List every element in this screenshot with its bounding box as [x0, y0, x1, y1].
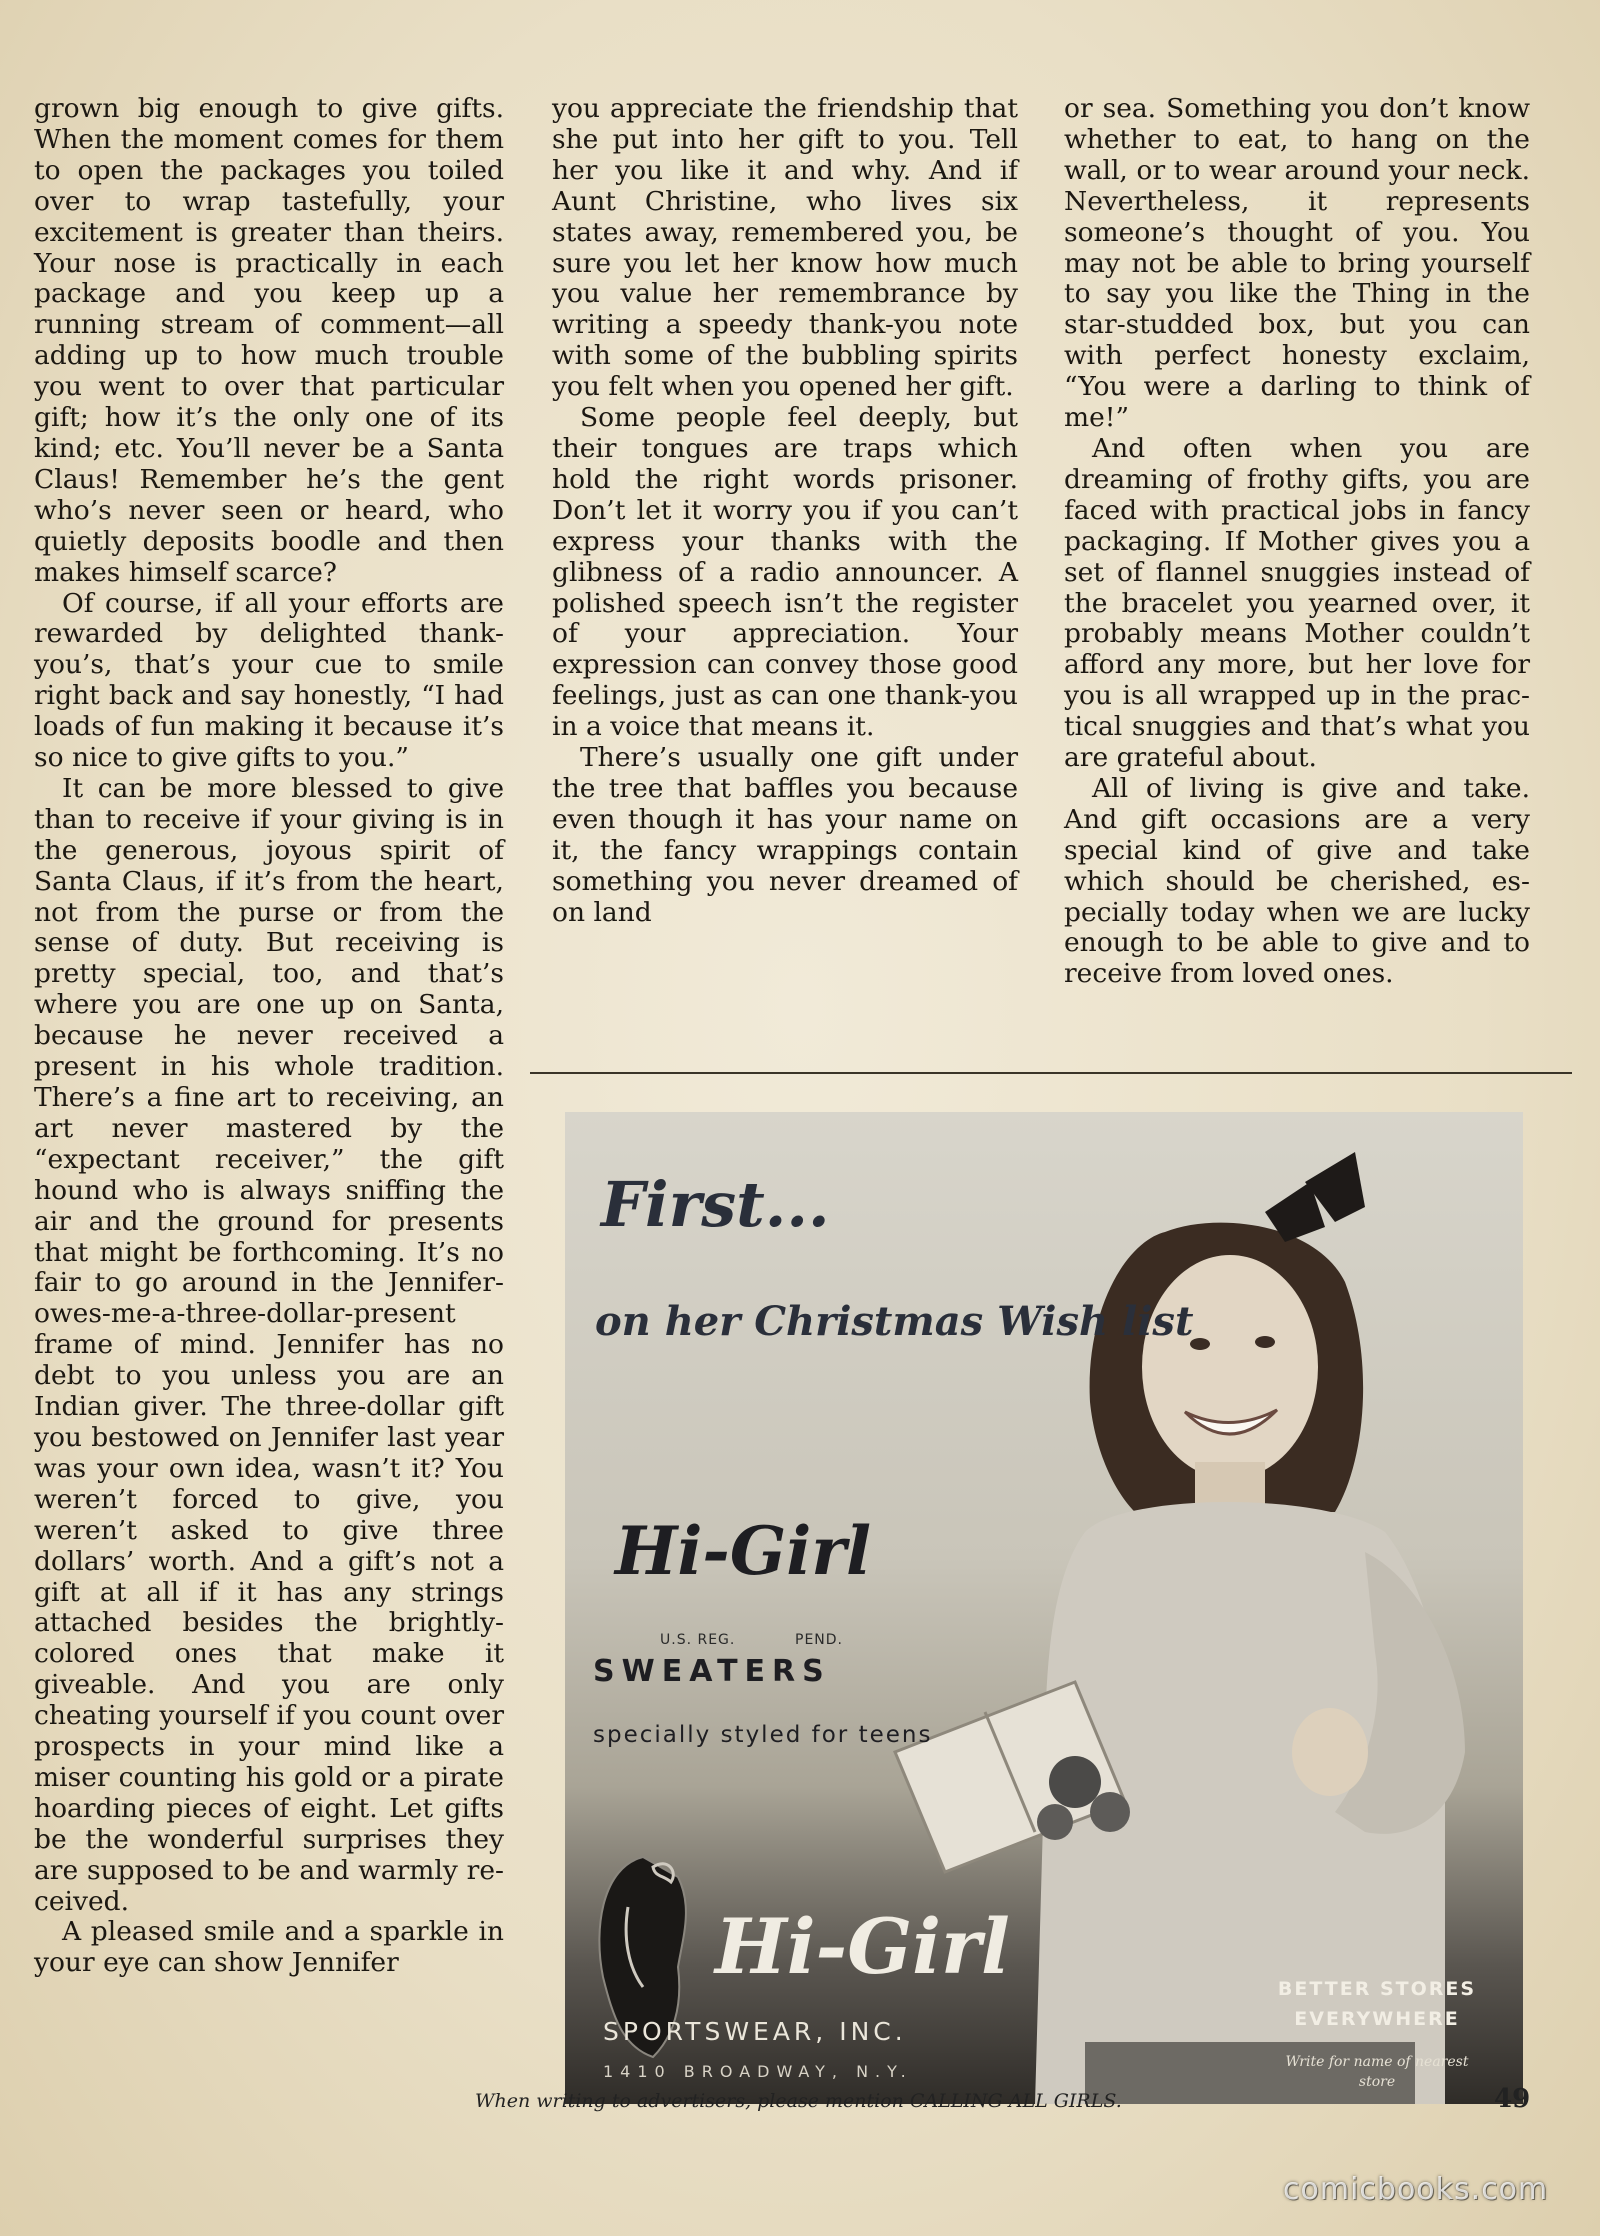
ad-subheadline: on her Christmas Wish list	[595, 1298, 1194, 1345]
watermark: comicbooks.com	[1283, 2172, 1549, 2207]
article-paragraph: A pleased smile and a sparkle in your eye can show Jennifer	[34, 1916, 504, 1979]
article-paragraph: It can be more blessed to give than to receive if your giving is in the generous, joyous spirit of Santa Claus, if it’s from the heart, not from the purse or from the sense of duty. But receiving is pretty special, too, and that’s where you are one up on Santa, because he never received a present in his whole tradition. There’s a fine art to receiving, an art never mastered by the “expectant receiver,” the gift hound who is always sniffing the air and the ground for presents that might be forthcoming. It’s no fair to go around in the Jennifer-owes-me-a-three-dollar-present frame of mind. Jennifer has no debt to you unless you are an Indian giver. The three-dollar gift you bestowed on Jennifer last year was your own idea, wasn’t it? You weren’t forced to give, you weren’t asked to give three dollars’ worth. And a gift’s not a gift at all if it has any strings attached besides the brightly-colored ones that make it giveable. And you are only cheating yourself if you count over prospects in your mind like a miser counting his gold or a pirate hoarding pieces of eight. Let gifts be the wonderful surprises they are supposed to be and warmly received.	[34, 772, 504, 1917]
product-name: SWEATERS	[593, 1654, 831, 1689]
trademark-reg: U.S. REG.	[660, 1632, 736, 1648]
article-paragraph: All of living is give and take. And gift occasions are a very special kind of give and take which should be cherished, especially today when we are lucky enough to be able to give and to receive from loved ones.	[1064, 772, 1530, 990]
section-divider	[530, 1072, 1572, 1074]
article-paragraph: Of course, if all your efforts are rewarded by delighted thank-you’s, that’s your cue to smile right back and say honestly, “I had loads of fun making it because it’s so nice to give gifts to you.”	[34, 587, 504, 774]
article-column-2	[552, 94, 1018, 928]
article-column-3	[1064, 94, 1530, 990]
company-address: 1410 BROADWAY, N.Y.	[603, 2062, 913, 2081]
article-paragraph: grown big enough to give gifts. When the moment comes for them to open the packages you toiled over to wrap tastefully, your excitement is greater than theirs. Your nose is practically in each package and you keep up a running stream of comment—all adding up to how much trouble you went to over that particular gift; how it’s the only one of its kind; etc. You’ll never be a Santa Claus! Remember he’s the gent who’s never seen or heard, who quietly deposits boodle and then makes himself scarce?	[34, 93, 504, 588]
stores-note: BETTER STORES EVERYWHERE	[1277, 1978, 1477, 2030]
article-paragraph: you appreciate the friendship that she put into her gift to you. Tell her you like it and why. And if Aunt Christine, who lives six states away, remembered you, be sure you let her know how much you value her remembrance by writing a speedy thank-you note with some of the bubbling spirits you felt when you opened her gift.	[552, 93, 1018, 403]
company-name: SPORTSWEAR, INC.	[603, 2017, 907, 2046]
trademark-pend: PEND.	[795, 1632, 843, 1648]
page-number: 49	[1494, 2084, 1531, 2114]
article-column-1	[34, 94, 504, 1979]
article-paragraph: Some people feel deeply, but their tongues are traps which hold the right words prisoner. Don’t let it worry you if you can’t express your thanks with the glibness of a radio announcer. A polished speech isn’t the register of your appreciation. Your expression can convey those good feelings, just as can one thank-you in a voice that means it.	[552, 402, 1018, 743]
article-paragraph: There’s usually one gift under the tree that baffles you because even though it has your name on it, the fancy wrappings contain something you never dreamed of on land	[552, 742, 1018, 928]
advertisement	[565, 1112, 1523, 2104]
ad-headline: First...	[601, 1168, 830, 1241]
article-paragraph: And often when you are dreaming of frothy gifts, you are faced with practical jobs in fancy packaging. If Mother gives you a set of flannel snuggies instead of the bracelet you yearned over, it probably means Mother couldn’t afford any more, but her love for you is all wrapped up in the practical snuggies and that’s what you are grateful about.	[1064, 432, 1530, 774]
advertiser-footer-note: When writing to advertisers, please mention CALLING ALL GIRLS.	[475, 2090, 1122, 2112]
ad-tagline: specially styled for teens	[593, 1722, 933, 1748]
brand-logo: Hi-Girl	[615, 1512, 872, 1590]
write-for-note: Write for name of nearest store	[1285, 2054, 1469, 2090]
company-logo: Hi-Girl	[715, 1902, 1010, 1991]
article-paragraph: or sea. Something you don’t know whether to eat, to hang on the wall, or to wear around your neck. Nevertheless, it represents someone’s thought of you. You may not be able to bring yourself to say you like the Thing in the star-studded box, but you can with perfect honesty exclaim, “You were a darling to think of me!”	[1064, 93, 1530, 434]
